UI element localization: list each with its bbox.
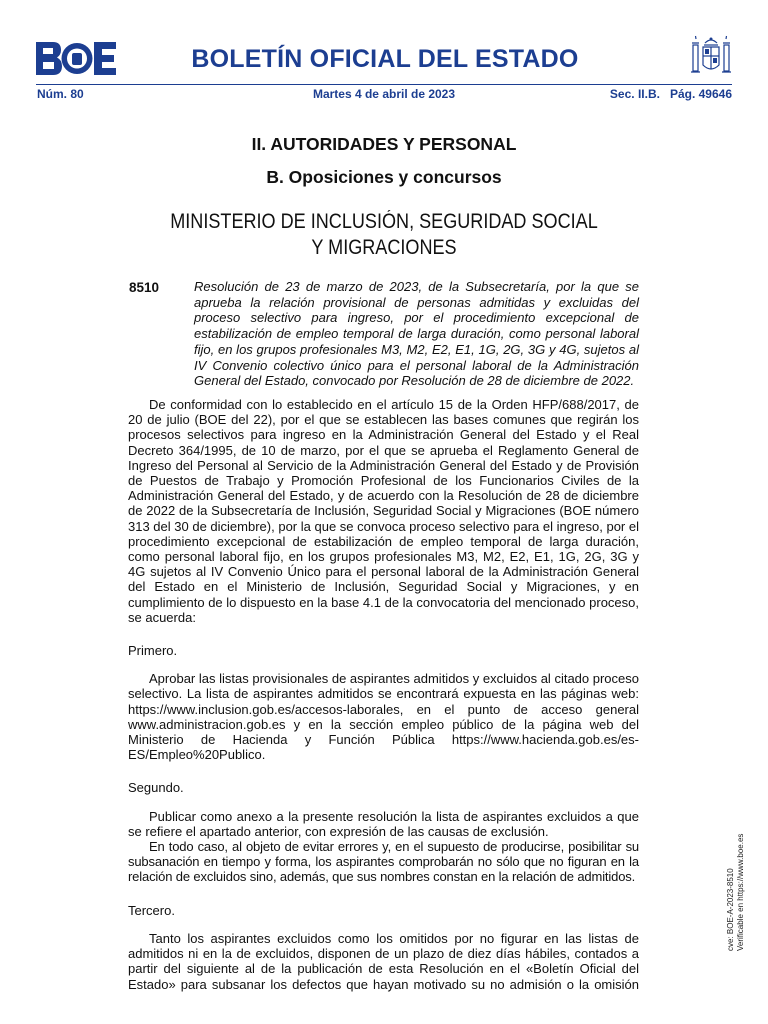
masthead-title: BOLETÍN OFICIAL DEL ESTADO (191, 45, 579, 73)
section-page: Sec. II.B. Pág. 49646 (609, 87, 732, 101)
tercero-paragraph: Tanto los aspirantes excluidos como los omitidos por no figurar en las listas de admitidos ni en la de excluidos, disponen de un plazo de diez días hábiles, contados a partir del siguiente al de la publicación de esta Resolución en el «Boletín Oficial del Estado» para subsanar los defectos que hayan motivado su no admisión o la omisión (128, 930, 639, 992)
resolution-number: 8510 (129, 280, 160, 295)
intro-paragraph: De conformidad con lo establecido en el artículo 15 de la Orden HFP/688/2017, de 20 de julio (BOE del 22), por el que se establecen las bases comunes que regirán los procesos selectivos para ingreso en la Administración General del Estado y el Real Decreto 364/1995, de 10 de marzo, por el que se aprueba el Reglamento General de Ingreso del Personal al Servicio de la Administración General del Estado y de Provisión de Puestos de Trabajo y Promoción Profesional de los Funcionarios Civiles de la Administración General del Estado, y de acuerdo con la Resolución de 28 de diciembre de 2022 de la Subsecretaría de Inclusión, Seguridad Social y Migraciones (BOE número 313 del 30 de diciembre), por la que se convoca proceso selectivo para el ingreso, por el procedimiento excepcional de estabilización de empleo temporal de larga duración, como personal laboral fijo, en los grupos profesionales M3, M2, E2, E1, 1G, 2G, 3G y 4G sujetos al IV Convenio Único para el personal laboral de la Administración General del Estado en el Ministerio de Inclusión, Seguridad Social y Migraciones, y en cumplimiento de lo dispuesto en la base 4.1 de la convocatoria del mencionado proceso, se acuerda: (128, 397, 639, 625)
resolution-title: Resolución de 23 de marzo de 2023, de la Subsecretaría, por la que se aprueba la relación provisional de personas admitidas y excluidas del proceso selectivo para ingreso, por el procedimiento excepcional de estabilización de empleo temporal de larga duración, como personal laboral fijo, en los grupos profesionales M3, M2, E2, E1, 1G, 2G, 3G y 4G, sujetos al IV Convenio colectivo único para el personal laboral de la Administración General del Estado, convocado por Resolución de 28 de diciembre de 2022. (194, 279, 639, 389)
issue-number: Núm. 80 (37, 87, 84, 101)
section-subtitle: B. Oposiciones y concursos (266, 167, 502, 187)
primero-paragraph: Aprobar las listas provisionales de aspirantes admitidos y excluidos al citado proceso selectivo. La lista de aspirantes admitidos se encontrará expuesta en las páginas web: https://www.inclusion.gob.es/accesos-laborales, en el punto de acceso general www.administracion.gob.es y en la sección empleo público de la página web del Ministerio de Hacienda y Función Pública https://www.hacienda.gob.es/es-ES/Empleo%20Publico. (128, 671, 639, 763)
document-body (128, 397, 639, 992)
cve-code: cve: BOE-A-2023-8510 (726, 868, 735, 951)
section-title: II. AUTORIDADES Y PERSONAL (251, 134, 517, 154)
ministry-line-1: MINISTERIO DE INCLUSIÓN, SEGURIDAD SOCIAL (170, 210, 598, 233)
header-rule (36, 84, 732, 85)
segundo-paragraph-1: Publicar como anexo a la presente resolución la lista de aspirantes excluidos a que se refiere el apartado anterior, con expresión de las causas de exclusión. (128, 808, 639, 839)
ministry-line-2: Y MIGRACIONES (311, 236, 457, 259)
ministry-heading (54, 209, 714, 261)
boe-logo (36, 42, 116, 75)
verification-note (726, 834, 746, 951)
segundo-paragraph-2: En todo caso, al objeto de evitar errores y, en el supuesto de producirse, posibilitar su subsanación en tiempo y forma, los aspirantes comprobarán no sólo que no figuran en la relación de excluidos sino, además, que sus nombres constan en la relación de admitidos. (128, 839, 639, 885)
issue-date: Martes 4 de abril de 2023 (312, 87, 456, 101)
heading-segundo: Segundo. (128, 780, 184, 796)
coat-of-arms-icon (690, 35, 732, 79)
heading-primero: Primero. (128, 643, 178, 659)
heading-tercero: Tercero. (128, 902, 175, 918)
verify-url: Verificable en https://www.boe.es (736, 833, 745, 951)
